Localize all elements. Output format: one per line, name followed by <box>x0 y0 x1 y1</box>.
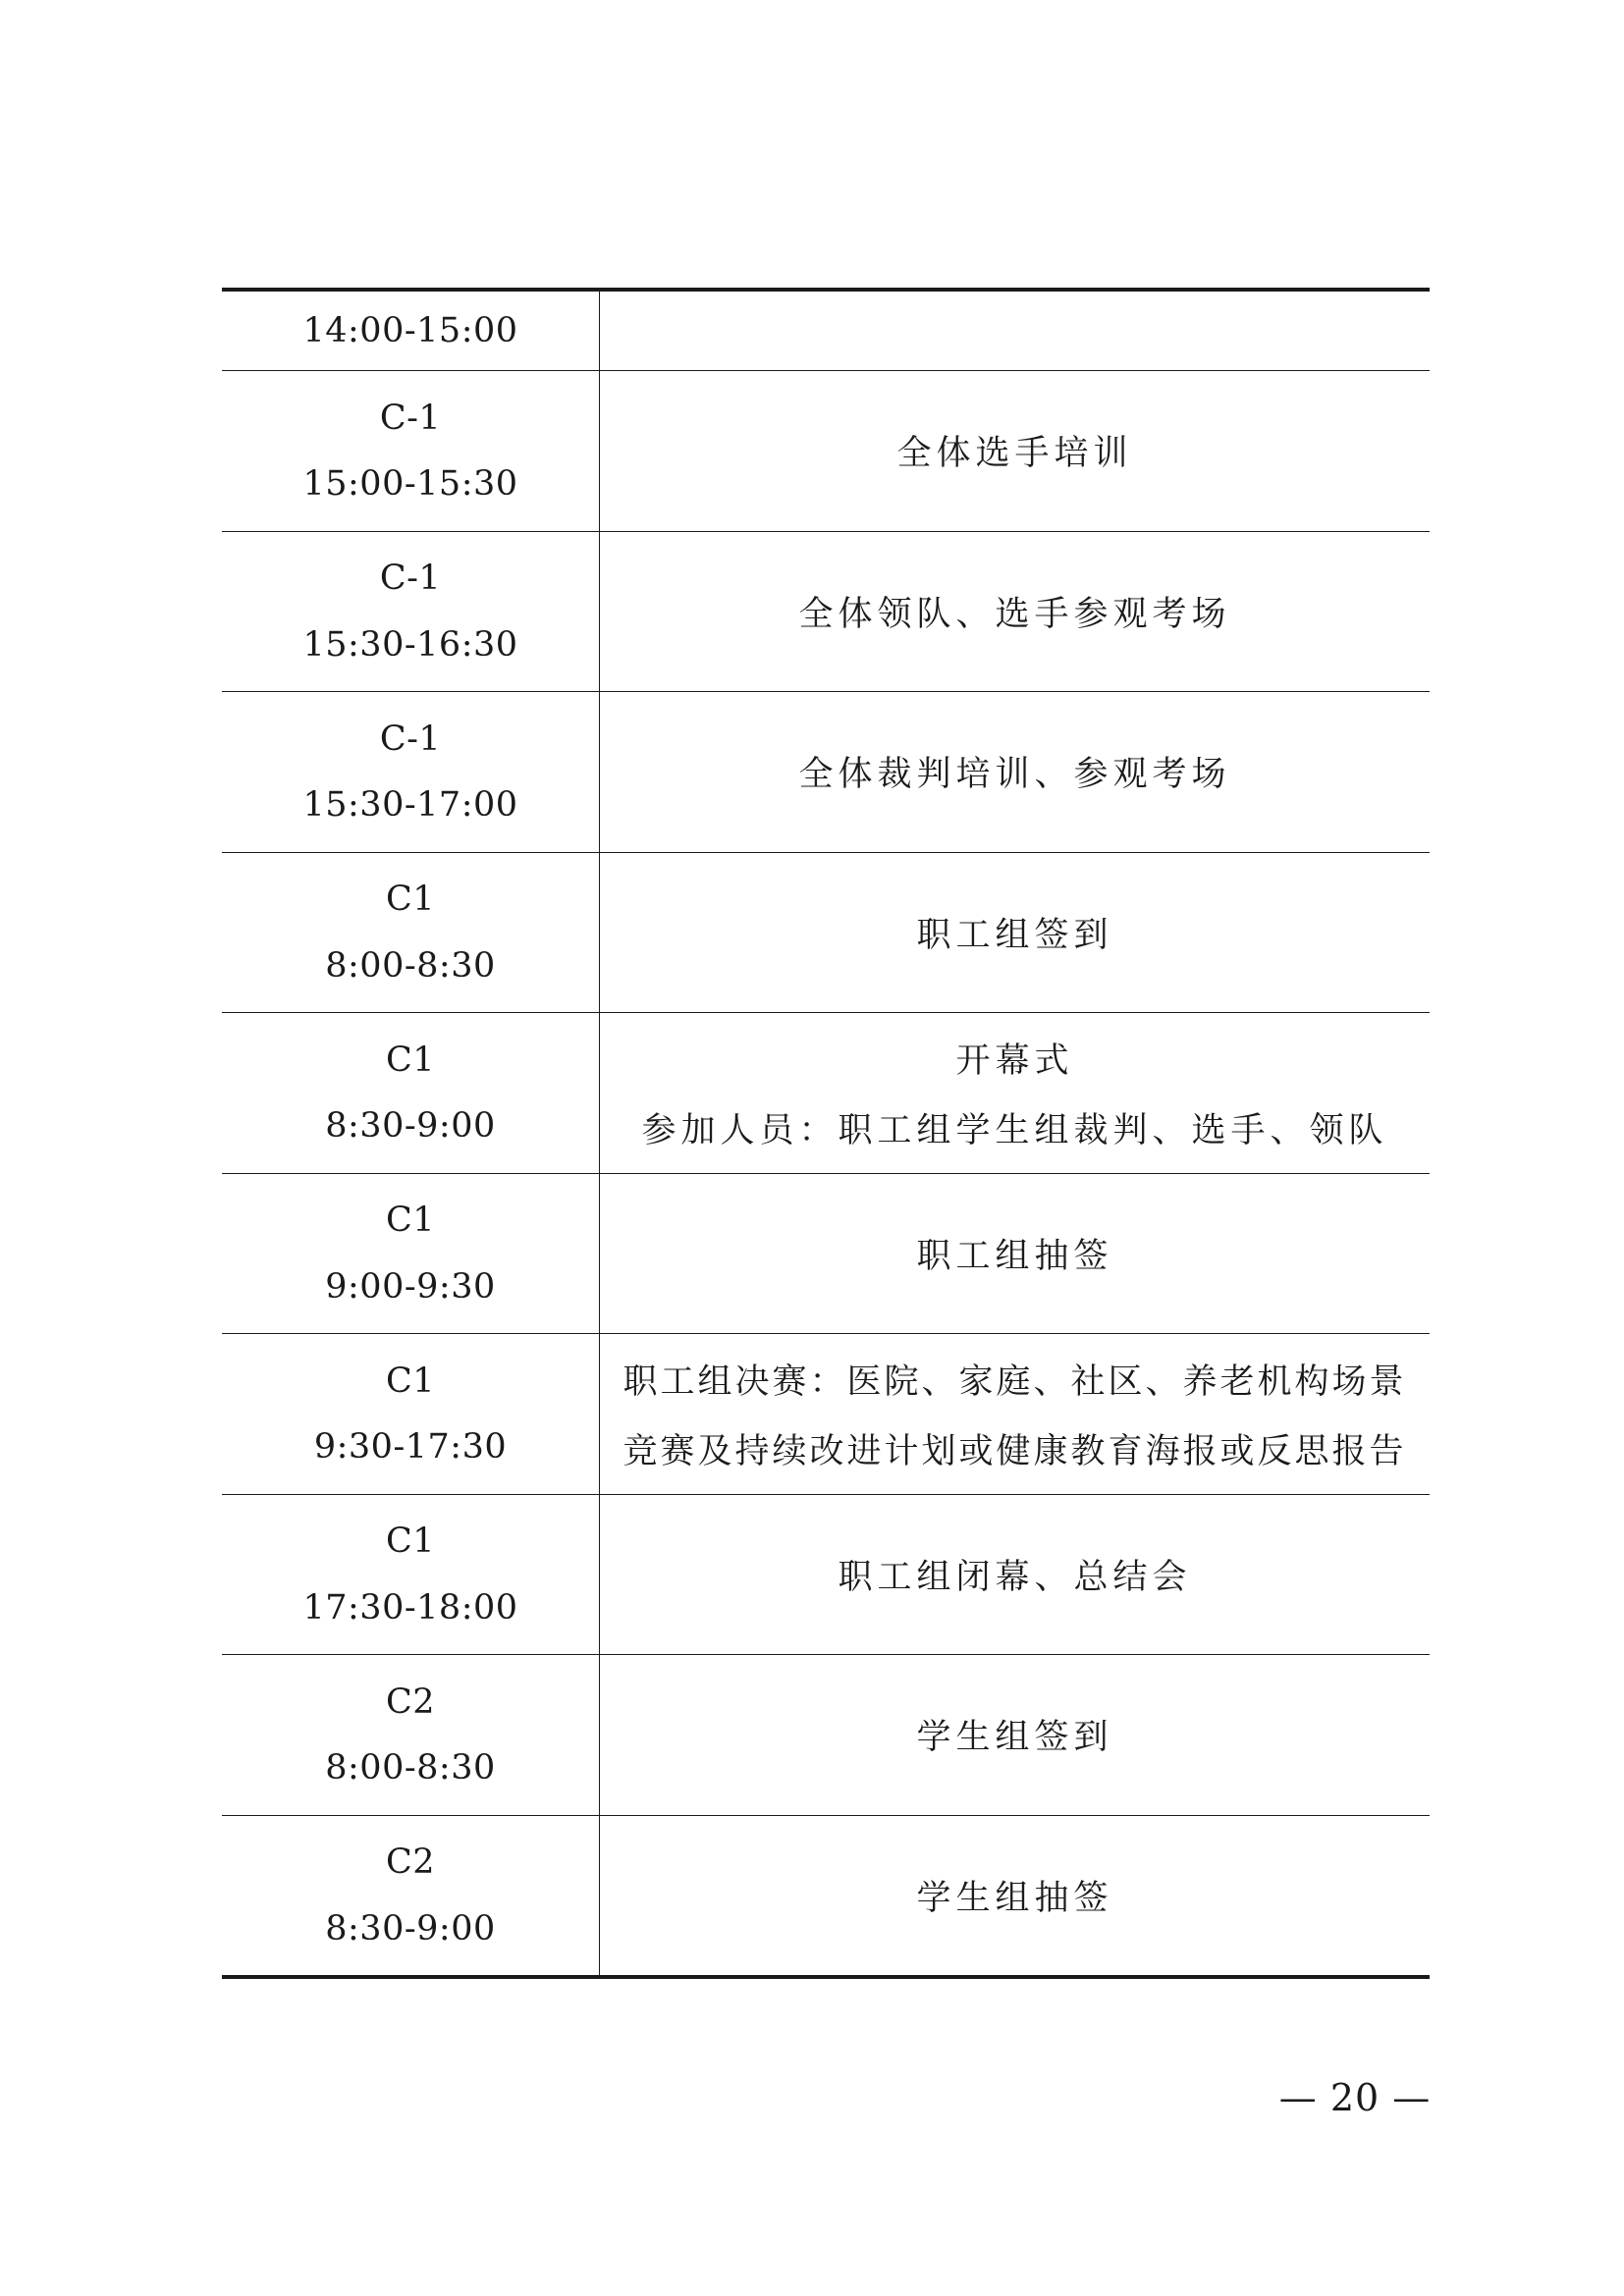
session-code: C-1 <box>379 719 442 759</box>
table-row <box>222 1012 1430 1173</box>
session-code: C2 <box>385 1842 436 1882</box>
page-number: — 20 — <box>1278 2076 1432 2119</box>
time-cell <box>222 692 600 852</box>
time-cell <box>222 1013 600 1173</box>
event-text: 职工组签到 <box>916 915 1113 955</box>
table-row <box>222 1494 1430 1655</box>
table-row <box>222 1654 1430 1815</box>
session-code: C-1 <box>379 398 442 438</box>
session-code: C1 <box>385 1040 436 1080</box>
table-row <box>222 531 1430 692</box>
event-text: 职工组抽签 <box>916 1236 1113 1276</box>
time-cell <box>222 371 600 531</box>
time-range: 8:30-9:00 <box>325 1106 496 1146</box>
time-cell <box>222 1816 600 1976</box>
table-row <box>222 1333 1430 1494</box>
time-cell <box>222 1495 600 1655</box>
time-cell <box>222 1334 600 1494</box>
time-range: 14:00-15:00 <box>302 311 518 350</box>
event-text: 职工组闭幕、总结会 <box>838 1557 1192 1597</box>
event-cell <box>600 292 1430 370</box>
event-cell <box>600 1013 1430 1173</box>
event-cell <box>600 853 1430 1013</box>
time-range: 15:30-16:30 <box>302 624 518 665</box>
time-cell <box>222 853 600 1013</box>
event-text: 全体领队、选手参观考场 <box>798 594 1231 634</box>
event-text: 学生组抽签 <box>916 1878 1113 1918</box>
time-cell <box>222 1174 600 1334</box>
table-row <box>222 691 1430 852</box>
schedule-table <box>222 288 1430 1979</box>
time-range: 15:30-17:00 <box>302 785 518 825</box>
event-cell <box>600 1174 1430 1334</box>
time-range: 9:00-9:30 <box>325 1266 496 1307</box>
event-title: 开幕式 <box>955 1041 1074 1081</box>
time-cell <box>222 292 600 370</box>
table-row <box>222 1173 1430 1334</box>
time-range: 8:30-9:00 <box>325 1908 496 1949</box>
event-cell <box>600 1655 1430 1815</box>
session-code: C1 <box>385 1201 436 1240</box>
event-cell <box>600 532 1430 692</box>
table-row <box>222 370 1430 531</box>
event-text: 全体选手培训 <box>896 434 1133 474</box>
time-range: 9:30-17:30 <box>313 1427 508 1467</box>
event-text-line-1: 职工组决赛：医院、家庭、社区、养老机构场景 <box>623 1362 1407 1402</box>
time-range: 8:00-8:30 <box>325 1748 496 1788</box>
event-participants: 参加人员：职工组学生组裁判、选手、领队 <box>641 1110 1388 1150</box>
session-code: C-1 <box>379 559 442 598</box>
event-cell <box>600 1334 1430 1494</box>
event-cell <box>600 1495 1430 1655</box>
event-cell <box>600 1816 1430 1976</box>
session-code: C1 <box>385 1522 436 1561</box>
time-range: 15:00-15:30 <box>302 464 518 504</box>
table-row <box>222 1815 1430 1976</box>
time-range: 8:00-8:30 <box>325 945 496 986</box>
event-text: 学生组签到 <box>916 1718 1113 1758</box>
session-code: C1 <box>385 1361 436 1401</box>
session-code: C2 <box>385 1682 436 1722</box>
time-cell <box>222 532 600 692</box>
event-cell <box>600 371 1430 531</box>
event-text-line-2: 竞赛及持续改进计划或健康教育海报或反思报告 <box>623 1431 1407 1471</box>
session-code: C1 <box>385 880 436 919</box>
event-text: 全体裁判培训、参观考场 <box>798 755 1231 795</box>
table-row <box>222 292 1430 370</box>
time-cell <box>222 1655 600 1815</box>
event-cell <box>600 692 1430 852</box>
time-range: 17:30-18:00 <box>302 1587 518 1628</box>
table-row <box>222 852 1430 1013</box>
